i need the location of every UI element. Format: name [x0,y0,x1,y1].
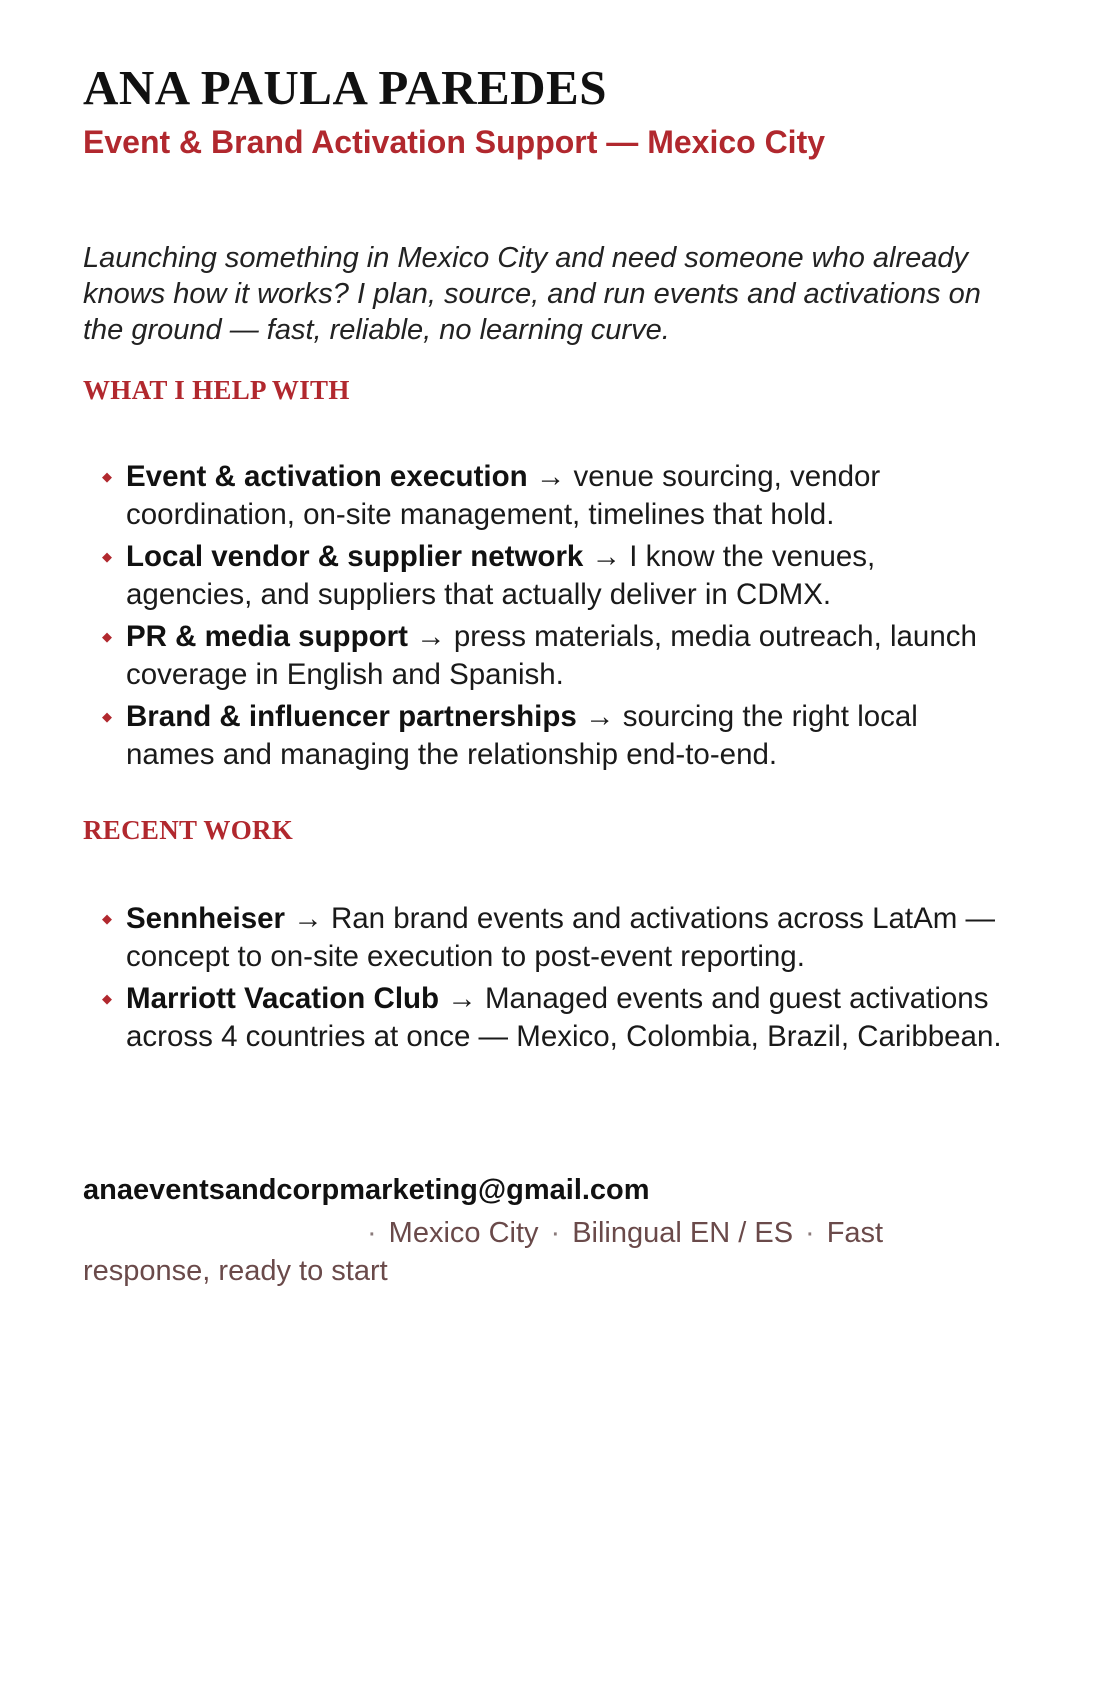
arrow: → [416,620,446,653]
contact-meta [83,1214,963,1290]
diamond-bullet-icon: ◆ [102,911,112,926]
candidate-name: ANA PAULA PAREDES [83,60,607,115]
arrow: → [585,700,615,733]
item-text: press materials, media outreach, launch coverage in English and Spanish. [126,620,977,691]
location: Mexico City [388,1217,539,1249]
list-item [83,698,1006,773]
availability: Fast response, ready to start [83,1217,884,1287]
languages: Bilingual EN / ES [572,1217,794,1249]
help-section-heading: WHAT I HELP WITH [83,375,350,405]
item-text: I know the venues, agencies, and suppliers that actually deliver in CDMX. [126,540,876,611]
recent-work-heading: RECENT WORK [83,815,294,845]
list-item [83,538,1006,613]
intro-paragraph: Launching something in Mexico City and need someone who already knows how it works? I plan, source, and run events and activations on the ground — fast, reliable, no learning curve. [83,242,981,346]
list-item [83,980,1006,1055]
separator-dot: · [805,1217,815,1249]
arrow: → [535,460,566,493]
diamond-bullet-icon: ◆ [102,549,112,564]
list-item [83,458,1006,533]
separator-dot: · [367,1217,377,1249]
recent-work-list [83,900,1003,1055]
list-item [83,900,1006,975]
item-text: sourcing the right local names and managing the relationship end-to-end. [126,700,918,771]
arrow: → [591,540,622,573]
item-text: venue sourcing, vendor coordination, on-site management, timelines that hold. [126,460,881,531]
item-text: Ran brand events and activations across LatAm — concept to on-site execution to post-event reporting. [126,902,996,973]
item-title: Local vendor & supplier network [126,540,584,573]
contact-block [83,1172,1003,1290]
separator-dot: · [550,1217,561,1249]
item-title: Event & activation execution [126,460,528,493]
email-address[interactable]: anaeventsandcorpmarketing@gmail.com [83,1174,650,1206]
item-title: Marriott Vacation Club [126,982,440,1015]
diamond-bullet-icon: ◆ [102,629,112,644]
item-title: PR & media support [126,620,408,653]
help-list [83,458,1003,773]
item-text: Managed events and guest activations across 4 countries at once — Mexico, Colombia, Brazil, Caribbean. [126,982,1002,1053]
tagline: Event & Brand Activation Support — Mexico City [83,124,826,160]
diamond-bullet-icon: ◆ [102,709,112,724]
arrow: → [293,902,323,935]
list-item [83,618,1006,693]
resume-page [83,58,1003,1290]
item-title: Brand & influencer partnerships [126,700,577,733]
item-title: Sennheiser [126,902,286,935]
diamond-bullet-icon: ◆ [102,991,112,1006]
arrow: → [447,982,477,1015]
diamond-bullet-icon: ◆ [102,469,112,484]
